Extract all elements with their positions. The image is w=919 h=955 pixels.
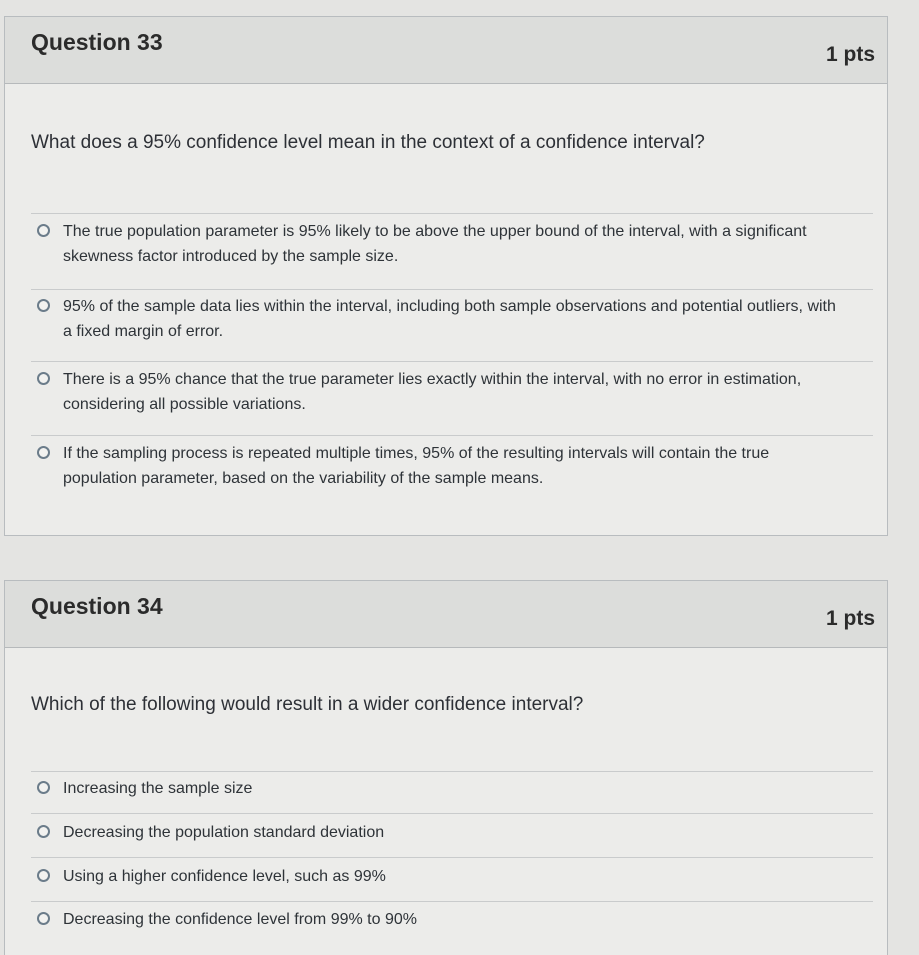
divider xyxy=(31,361,873,362)
answer-label: 95% of the sample data lies within the interval, including both sample observations and potential outliers, with a fixed margin of error. xyxy=(63,298,836,340)
divider xyxy=(31,857,873,858)
answer-option[interactable] xyxy=(35,294,847,344)
divider xyxy=(31,213,873,214)
answer-label: Decreasing the population standard deviation xyxy=(63,824,385,841)
radio-button[interactable] xyxy=(37,446,50,459)
radio-button[interactable] xyxy=(37,299,50,312)
radio-button[interactable] xyxy=(37,372,50,385)
question-title: Question 34 xyxy=(31,593,163,619)
radio-button[interactable] xyxy=(37,825,50,838)
question-header xyxy=(5,17,887,84)
question-text: Which of the following would result in a wider confidence interval? xyxy=(31,694,584,715)
radio-button[interactable] xyxy=(37,781,50,794)
divider xyxy=(31,813,873,814)
answer-option[interactable] xyxy=(35,219,847,269)
question-header xyxy=(5,581,887,648)
divider xyxy=(31,289,873,290)
answer-option[interactable] xyxy=(35,864,847,889)
question-points: 1 pts xyxy=(825,43,875,66)
question-card-34 xyxy=(4,580,888,955)
question-card-33 xyxy=(4,16,888,536)
divider xyxy=(31,901,873,902)
radio-button[interactable] xyxy=(37,912,50,925)
answer-option[interactable] xyxy=(35,776,847,801)
answer-label: There is a 95% chance that the true parameter lies exactly within the interval, with no error in estimation, considering all possible variations. xyxy=(63,371,802,413)
answer-label: Decreasing the confidence level from 99% to 90% xyxy=(63,911,417,928)
answer-label: Using a higher confidence level, such as 99% xyxy=(63,868,386,885)
question-points: 1 pts xyxy=(825,607,875,630)
question-text: What does a 95% confidence level mean in the context of a confidence interval? xyxy=(31,132,705,153)
question-title: Question 33 xyxy=(31,29,163,55)
radio-button[interactable] xyxy=(37,224,50,237)
divider xyxy=(31,771,873,772)
answer-option[interactable] xyxy=(35,367,847,417)
radio-button[interactable] xyxy=(37,869,50,882)
answer-option[interactable] xyxy=(35,441,847,491)
answer-label: The true population parameter is 95% likely to be above the upper bound of the interval, with a significant skewness factor introduced by the sample size. xyxy=(63,223,807,265)
answer-label: Increasing the sample size xyxy=(63,780,253,797)
answer-label: If the sampling process is repeated multiple times, 95% of the resulting intervals will contain the true population parameter, based on the variability of the sample means. xyxy=(63,445,770,487)
answer-option[interactable] xyxy=(35,907,847,932)
answer-option[interactable] xyxy=(35,820,847,845)
divider xyxy=(31,435,873,436)
